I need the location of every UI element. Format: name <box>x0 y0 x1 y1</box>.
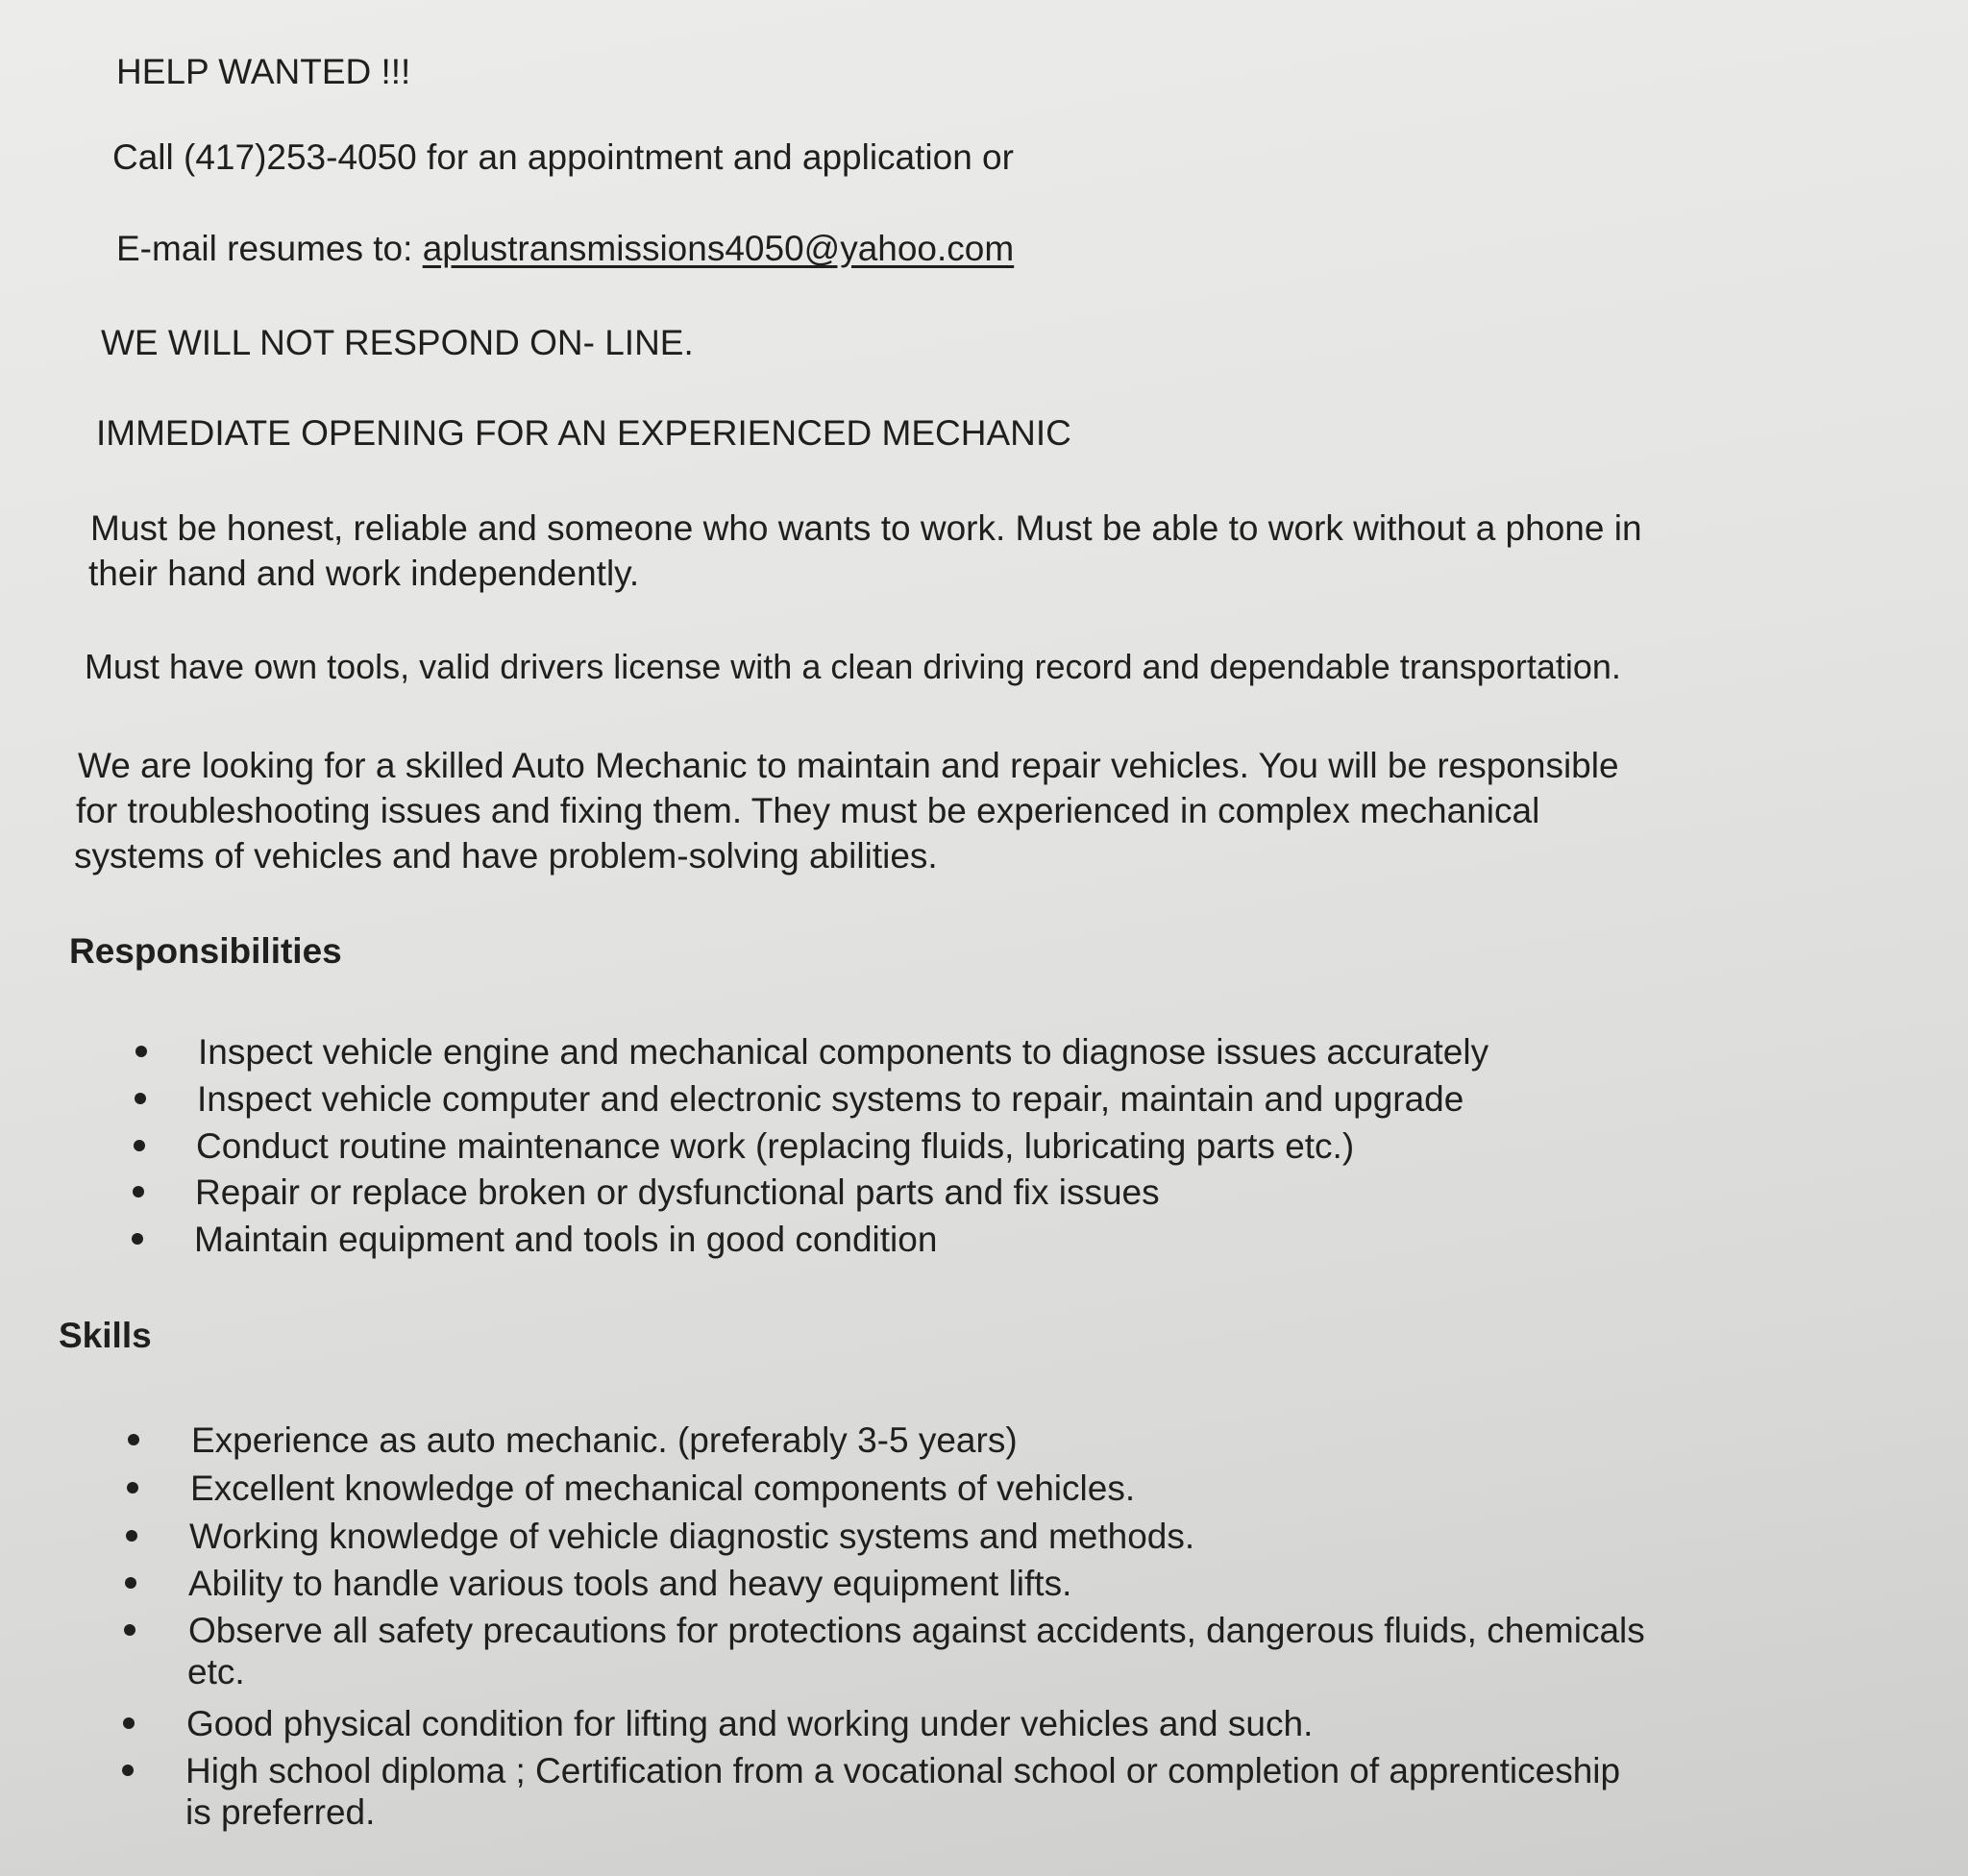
bullet-icon <box>122 1765 134 1776</box>
list-item: Ability to handle various tools and heavy equipment lifts. <box>188 1564 1072 1603</box>
bullet-icon <box>132 1233 143 1245</box>
bullet-icon <box>123 1717 135 1729</box>
skills-heading: Skills <box>59 1316 152 1355</box>
list-item: Maintain equipment and tools in good condition <box>194 1220 938 1259</box>
list-item: Observe all safety precautions for protections against accidents, dangerous fluids, chemicals <box>188 1611 1645 1650</box>
bullet-icon <box>125 1577 136 1589</box>
paragraph-line: Must be honest, reliable and someone who wants to work. Must be able to work without a phone in <box>90 508 1642 548</box>
bullet-icon <box>126 1530 137 1542</box>
list-item: Inspect vehicle computer and electronic systems to repair, maintain and upgrade <box>197 1079 1464 1119</box>
email-link[interactable]: aplustransmissions4050@yahoo.com <box>422 229 1015 268</box>
paragraph-line: Must have own tools, valid drivers license with a clean driving record and dependable transportation. <box>85 647 1621 686</box>
bullet-icon <box>124 1624 135 1636</box>
bullet-icon <box>127 1482 138 1493</box>
opening-heading: IMMEDIATE OPENING FOR AN EXPERIENCED MECHANIC <box>96 413 1071 453</box>
list-item-continuation: etc. <box>187 1652 245 1691</box>
list-item-continuation: is preferred. <box>185 1792 376 1832</box>
paragraph-line: their hand and work independently. <box>88 554 640 593</box>
responsibilities-heading: Responsibilities <box>69 931 342 971</box>
list-item: High school diploma ; Certification from a vocational school or completion of apprenticeship <box>185 1751 1621 1790</box>
email-line <box>116 231 1014 266</box>
no-online-notice: WE WILL NOT RESPOND ON- LINE. <box>101 323 694 362</box>
email-prefix: E-mail resumes to: <box>116 229 413 268</box>
bullet-icon <box>134 1140 145 1151</box>
list-item: Excellent knowledge of mechanical components of vehicles. <box>190 1469 1136 1508</box>
help-wanted-title: HELP WANTED !!! <box>116 52 411 91</box>
paragraph-line: We are looking for a skilled Auto Mechanic to maintain and repair vehicles. You will be responsible <box>78 746 1619 785</box>
list-item: Working knowledge of vehicle diagnostic systems and methods. <box>189 1517 1195 1556</box>
list-item: Good physical condition for lifting and working under vehicles and such. <box>186 1704 1314 1743</box>
bullet-icon <box>133 1186 144 1197</box>
paragraph-line: for troubleshooting issues and fixing them. They must be experienced in complex mechanical <box>76 791 1540 830</box>
bullet-icon <box>128 1434 139 1445</box>
bullet-icon <box>135 1093 146 1104</box>
list-item: Inspect vehicle engine and mechanical components to diagnose issues accurately <box>198 1032 1489 1072</box>
call-line: Call (417)253-4050 for an appointment and application or <box>112 137 1014 177</box>
bullet-icon <box>135 1046 147 1057</box>
list-item: Repair or replace broken or dysfunctional parts and fix issues <box>195 1172 1160 1212</box>
list-item: Conduct routine maintenance work (replacing fluids, lubricating parts etc.) <box>196 1126 1355 1166</box>
list-item: Experience as auto mechanic. (preferably 3-5 years) <box>191 1420 1018 1460</box>
paragraph-line: systems of vehicles and have problem-solving abilities. <box>74 836 938 876</box>
